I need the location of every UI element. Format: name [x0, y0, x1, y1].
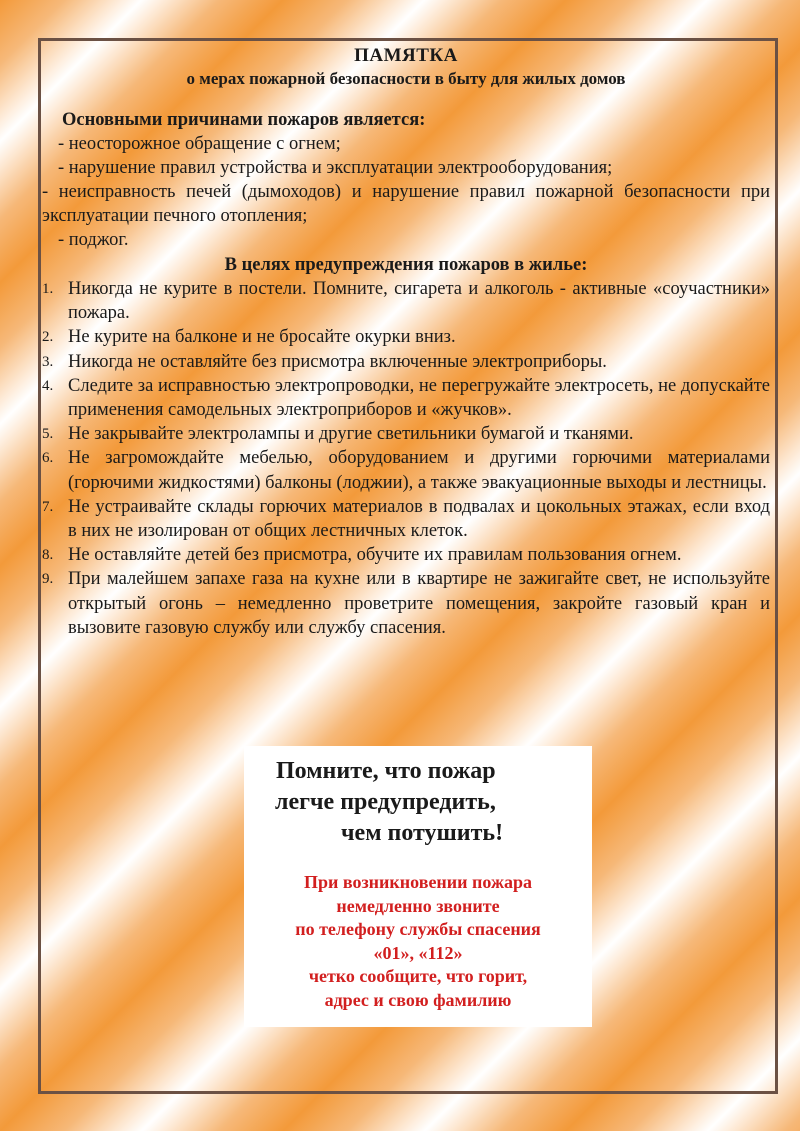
rule-item — [42, 350, 770, 374]
memo-subtitle: о мерах пожарной безопасности в быту для жилых домов — [186, 69, 626, 88]
rule-text: Никогда не курите в постели. Помните, сигарета и алкоголь - активные «соучастники» пожара. — [68, 279, 770, 324]
memo-title: ПАМЯТКА — [354, 45, 458, 66]
prevention-rules-list — [42, 277, 770, 640]
rule-item — [42, 422, 770, 446]
emergency-call-instructions — [244, 871, 592, 1013]
rule-number: 6. — [42, 450, 54, 467]
rule-item — [42, 446, 770, 494]
rule-text: Никогда не оставляйте без присмотра включенные электроприборы. — [68, 351, 607, 372]
alarm-line: немедленно звоните — [336, 895, 500, 916]
alarm-line: При возникновении пожара — [303, 872, 533, 892]
rule-item — [42, 325, 770, 349]
rule-item — [42, 543, 770, 567]
prevention-heading: В целях предупреждения пожаров в жилье: — [224, 255, 588, 275]
fire-causes-section — [42, 108, 770, 252]
rule-number: 7. — [42, 498, 54, 515]
slogan-line: Помните, что пожар — [276, 758, 496, 784]
rule-item — [42, 567, 770, 640]
rule-text: Не оставляйте детей без присмотра, обучите их правилам пользования огнем. — [68, 545, 682, 566]
fire-cause-item: - неосторожное обращение с огнем; — [58, 134, 341, 154]
alarm-line: адрес и свою фамилию — [324, 989, 512, 1010]
rule-number: 9. — [42, 571, 54, 588]
fire-cause-item: - нарушение правил устройства и эксплуатации электрооборудования; — [58, 158, 613, 178]
rule-number: 2. — [42, 329, 54, 346]
rule-number: 8. — [42, 547, 54, 564]
fire-causes-heading: Основными причинами пожаров является: — [62, 110, 426, 130]
rule-item — [42, 277, 770, 325]
remember-slogan — [244, 756, 592, 849]
alarm-line: четко сообщите, что горит, — [308, 966, 528, 987]
emergency-notice-box — [244, 746, 592, 1027]
rule-text: Не устраивайте склады горючих материалов в подвалах и цокольных этажах, если вход в них не изолирован от общих лестничных клеток. — [68, 496, 770, 542]
rule-text: Не загромождайте мебелью, оборудованием и другими горючими материалами (горючими жидкостями) балконы (лоджии), а также эвакуационные выходы и лестницы. — [68, 448, 770, 493]
slogan-line: чем потушить! — [341, 820, 504, 846]
memo-content — [42, 42, 770, 640]
fire-cause-item: - поджог. — [58, 230, 129, 250]
fire-cause-item: - неисправность печей (дымоходов) и нарушение правил пожарной безопасности при эксплуатации печного отопления; — [42, 182, 770, 226]
alarm-line: по телефону службы спасения — [295, 919, 541, 940]
rule-item — [42, 495, 770, 543]
rule-text: Не закрывайте электролампы и другие светильники бумагой и тканями. — [68, 424, 634, 445]
rule-text: При малейшем запахе газа на кухне или в квартире не зажигайте свет, не используйте открытый огонь – немедленно проветрите помещения, закройте газовый кран и вызовите газовую службу или службу спасения. — [68, 569, 770, 638]
emergency-phone-numbers: «01», «112» — [373, 942, 463, 963]
rule-number: 5. — [42, 426, 54, 443]
slogan-line: легче предупредить, — [275, 789, 496, 815]
rule-number: 4. — [42, 377, 54, 394]
rule-text: Следите за исправностью электропроводки, не перегружайте электросеть, не допускайте применения самодельных электроприборов и «жучков». — [68, 375, 770, 421]
rule-item — [42, 374, 770, 422]
rule-number: 1. — [42, 281, 54, 297]
rule-number: 3. — [42, 353, 54, 370]
rule-text: Не курите на балконе и не бросайте окурки вниз. — [68, 327, 456, 348]
